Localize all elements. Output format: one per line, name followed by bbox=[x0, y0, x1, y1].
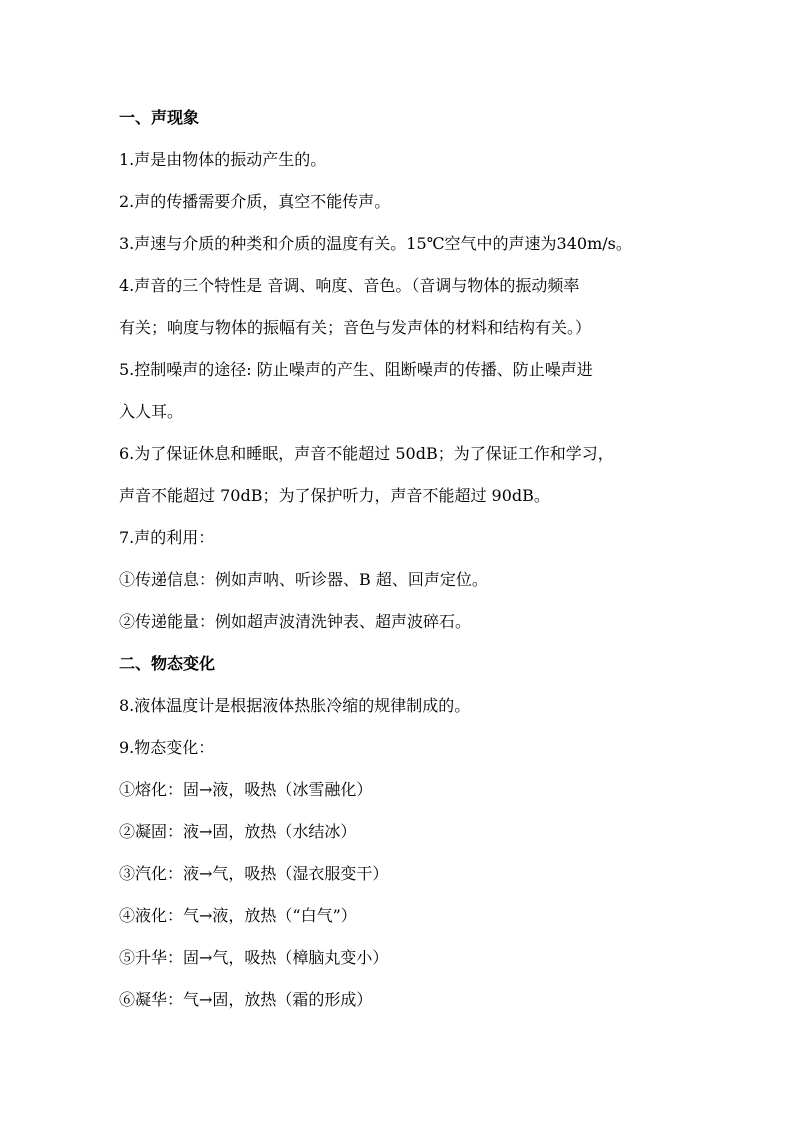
text-line: 5.控制噪声的途径: 防止噪声的产生、阻断噪声的传播、防止噪声进 bbox=[119, 360, 593, 379]
section-heading-sound: 一、声现象 bbox=[119, 108, 200, 127]
text-line: ③汽化：液→气，吸热（湿衣服变干） bbox=[119, 864, 389, 883]
text-line: 9.物态变化： bbox=[119, 738, 215, 757]
text-line: 8.液体温度计是根据液体热胀冷缩的规律制成的。 bbox=[119, 696, 471, 715]
text-line: 1.声是由物体的振动产生的。 bbox=[119, 150, 327, 169]
text-line: ②传递能量：例如超声波清洗钟表、超声波碎石。 bbox=[119, 612, 472, 631]
text-line: 有关；响度与物体的振幅有关；音色与发声体的材料和结构有关。） bbox=[119, 318, 592, 337]
text-line: 声音不能超过 70dB；为了保护听力，声音不能超过 90dB。 bbox=[119, 486, 550, 505]
text-line: 4.声音的三个特性是 音调、响度、音色。（音调与物体的振动频率 bbox=[119, 276, 580, 295]
text-line: 2.声的传播需要介质，真空不能传声。 bbox=[119, 192, 391, 211]
text-line: ⑤升华：固→气，吸热（樟脑丸变小） bbox=[119, 948, 389, 967]
text-line: 7.声的利用： bbox=[119, 528, 215, 547]
text-line: 入人耳。 bbox=[119, 402, 184, 421]
text-line: ②凝固：液→固，放热（水结冰） bbox=[119, 822, 357, 841]
text-line: ④液化：气→液，放热（“白气”） bbox=[119, 906, 357, 925]
text-line: 3.声速与介质的种类和介质的温度有关。15℃空气中的声速为340m/s。 bbox=[119, 234, 632, 253]
text-line: ①熔化：固→液，吸热（冰雪融化） bbox=[119, 780, 373, 799]
text-line: ⑥凝华：气→固，放热（霜的形成） bbox=[119, 990, 373, 1009]
text-line: 6.为了保证休息和睡眠，声音不能超过 50dB；为了保证工作和学习， bbox=[119, 444, 614, 463]
section-heading-state-change: 二、物态变化 bbox=[119, 654, 216, 673]
text-line: ①传递信息：例如声呐、听诊器、B 超、回声定位。 bbox=[119, 570, 488, 589]
